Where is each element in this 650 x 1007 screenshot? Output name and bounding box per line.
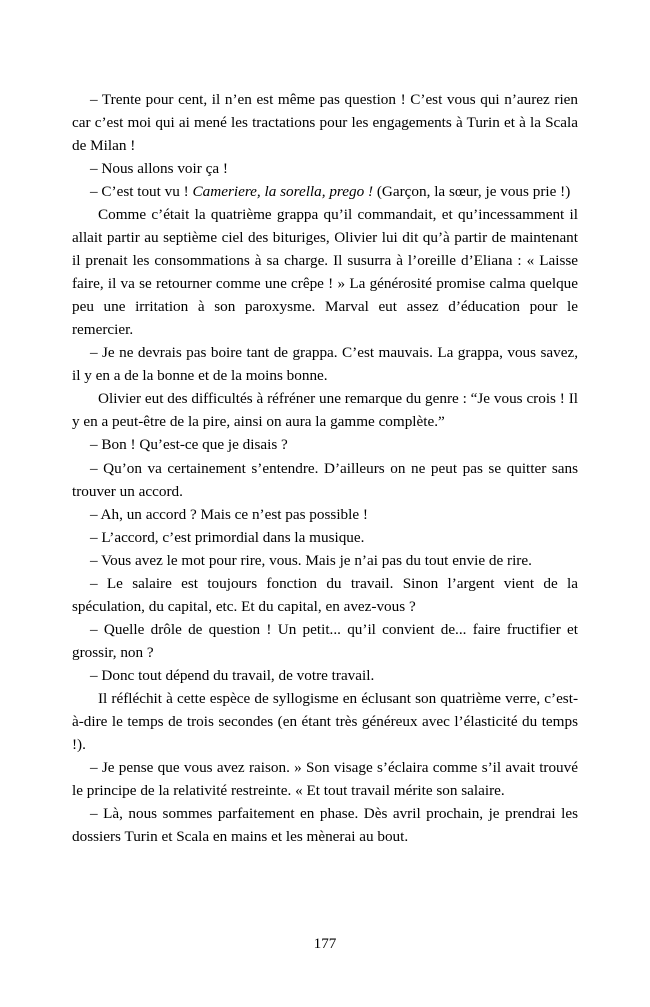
paragraph bbox=[72, 433, 578, 456]
paragraph bbox=[72, 341, 578, 387]
paragraph bbox=[72, 687, 578, 756]
text-run: – Quelle drôle de question ! Un petit... qu’il convient de... faire fructifier et grossir, non ? bbox=[72, 620, 578, 661]
text-run: – Nous allons voir ça ! bbox=[90, 160, 228, 178]
paragraph bbox=[72, 549, 578, 572]
page-body-text bbox=[72, 88, 578, 848]
text-run: – Trente pour cent, il n’en est même pas question ! C’est vous qui n’aurez rien car c’est moi qui ai mené les tractations pour les engagements à Turin et à la Scala de Milan ! bbox=[72, 91, 578, 155]
text-run: – Donc tout dépend du travail, de votre travail. bbox=[90, 666, 375, 684]
text-run: – Le salaire est toujours fonction du travail. Sinon l’argent vient de la spéculation, du capital, etc. Et du capital, en avez-vous ? bbox=[72, 574, 578, 615]
italic-run: Cameriere, la sorella, prego ! bbox=[192, 183, 374, 201]
text-run: – Je ne devrais pas boire tant de grappa. C’est mauvais. La grappa, vous savez, il y en a de la bonne et de la moins bonne. bbox=[72, 344, 578, 385]
paragraph bbox=[72, 526, 578, 549]
paragraph bbox=[72, 387, 578, 433]
paragraph bbox=[72, 618, 578, 664]
paragraph bbox=[72, 664, 578, 687]
paragraph bbox=[72, 802, 578, 848]
paragraph bbox=[72, 88, 578, 157]
text-run: Comme c’était la quatrième grappa qu’il commandait, et qu’incessamment il allait partir au septième ciel des bituriges, Olivier lui dit qu’à partir de maintenant il prenait les consommations à sa charge. Il susurra à l’oreille d’Eliana : « Laisse faire, il va se retourner comme une crêpe ! » La générosité promise calma quelque peu une irritation à son paroxysme. Marval eut assez d’éducation pour le remercier. bbox=[72, 206, 578, 339]
paragraph bbox=[72, 180, 578, 203]
text-run: Il réfléchit à cette espèce de syllogisme en éclusant son quatrième verre, c’est-à-dire le temps de trois secondes (en étant très généreux avec l’élasticité du temps !). bbox=[72, 689, 578, 753]
text-run: Olivier eut des difficultés à réfréner une remarque du genre : “Je vous crois ! Il y en a peut-être de la pire, ainsi on aura la gamme complète.” bbox=[72, 390, 578, 431]
paragraph bbox=[72, 756, 578, 802]
text-run: – C’est tout vu ! bbox=[90, 183, 193, 201]
text-run: – Ah, un accord ? Mais ce n’est pas possible ! bbox=[90, 505, 368, 523]
paragraph bbox=[72, 457, 578, 503]
text-run: (Garçon, la sœur, je vous prie !) bbox=[373, 183, 571, 201]
text-run: – Là, nous sommes parfaitement en phase. Dès avril prochain, je prendrai les dossiers Turin et Scala en mains et les mènerai au bout. bbox=[72, 804, 578, 845]
text-run: – L’accord, c’est primordial dans la musique. bbox=[90, 528, 365, 546]
page-number: 177 bbox=[313, 935, 337, 952]
text-run: – Qu’on va certainement s’entendre. D’ailleurs on ne peut pas se quitter sans trouver un accord. bbox=[72, 459, 578, 500]
text-run: – Je pense que vous avez raison. » Son visage s’éclaira comme s’il avait trouvé le principe de la relativité restreinte. « Et tout travail mérite son salaire. bbox=[72, 758, 578, 799]
text-run: – Bon ! Qu’est-ce que je disais ? bbox=[90, 436, 288, 454]
text-run: – Vous avez le mot pour rire, vous. Mais je n’ai pas du tout envie de rire. bbox=[90, 551, 532, 569]
paragraph bbox=[72, 157, 578, 180]
paragraph bbox=[72, 572, 578, 618]
paragraph bbox=[72, 203, 578, 341]
paragraph bbox=[72, 503, 578, 526]
